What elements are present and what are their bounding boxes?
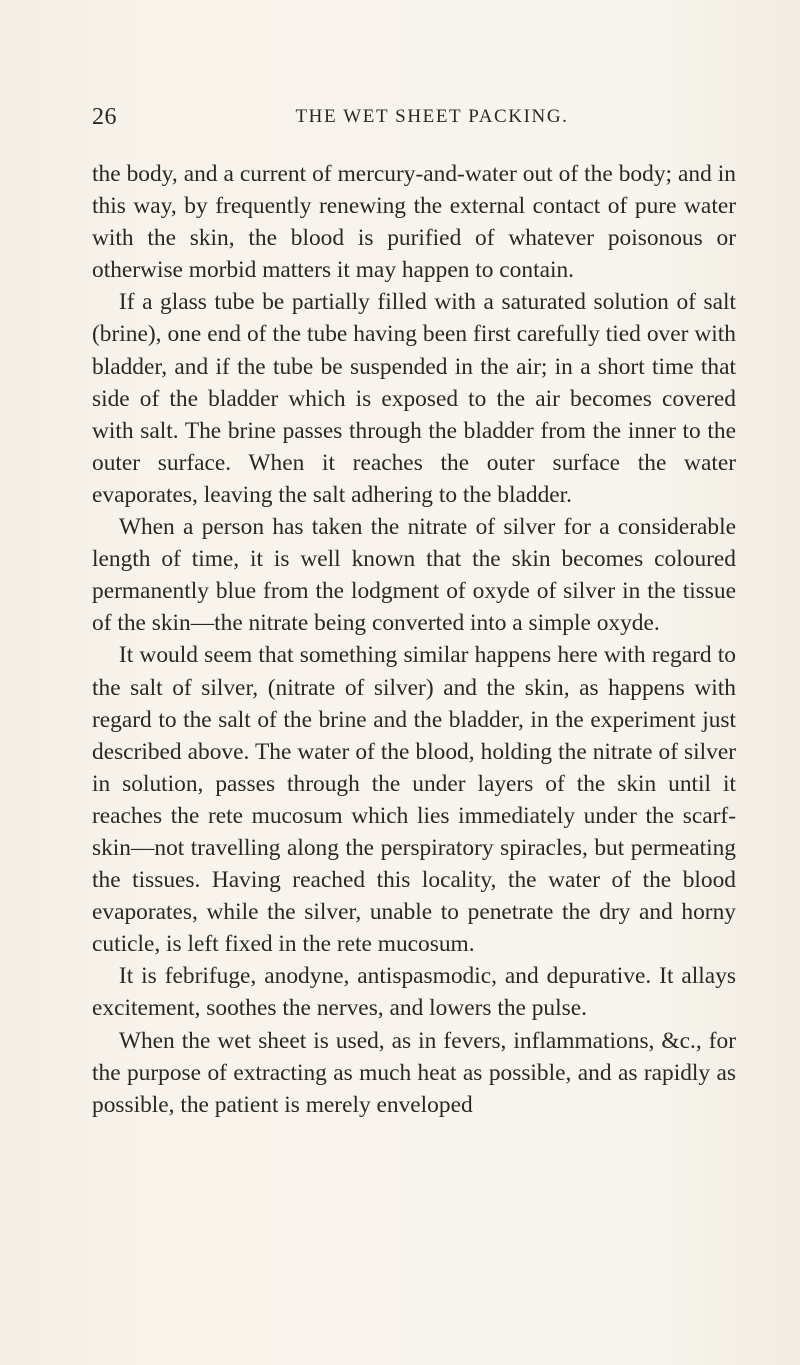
paragraph-wet-sheet: When the wet sheet is used, as in fevers, inflammations, &c., for the purpose of extracting as much heat as possible, and as rapidly as possible, the patient is merely enveloped xyxy=(92,1027,736,1118)
paragraph-continuation: the body, and a current of mercury-and-water out of the body; and in this way, by frequently renewing the external contact of pure water with the skin, the blood is purified of whatever poisonous or otherwise morbid matters it may happen to contain. xyxy=(92,161,736,284)
paragraph-febrifuge: It is febrifuge, anodyne, antispasmodic, and depurative. It allays excitement, soothes the nerves, and lowers the pulse. xyxy=(92,963,736,1022)
paragraph-glass-tube: If a glass tube be partially filled with a saturated solution of salt (brine), one end of the tube having been first carefully tied over with bladder, and if the tube be suspended in the air; in a short time that side of the bladder which is exposed to the air becomes covered with salt. The brine passes through the bladder from the inner to the outer surface. When it reaches the outer surface the water evaporates, leaving the salt adhering to the bladder. xyxy=(92,289,736,508)
paragraph-something-similar: It would seem that something similar happens here with regard to the salt of silver, (nitrate of silver) and the skin, as happens with regard to the salt of the brine and the bladder, in the experiment just described above. The water of the blood, holding the nitrate of silver in solution, passes through the under layers of the skin until it reaches the rete mucosum which lies immediately under the scarfskin—not travelling along the perspiratory spiracles, but permeating the tissues. Having reached this locality, the water of the blood evaporates, while the silver, unable to penetrate the dry and horny cuticle, is left fixed in the rete mucosum. xyxy=(92,642,736,958)
body-text xyxy=(92,158,736,1121)
running-head: THE WET SHEET PACKING. xyxy=(295,106,569,127)
paragraph-nitrate-silver: When a person has taken the nitrate of silver for a considerable length of time, it is well known that the skin becomes coloured permanently blue from the lodgment of oxyde of silver in the tissue of the skin—the nitrate being converted into a simple oxyde. xyxy=(92,514,736,637)
page-header xyxy=(92,104,732,140)
page-number: 26 xyxy=(92,104,117,130)
